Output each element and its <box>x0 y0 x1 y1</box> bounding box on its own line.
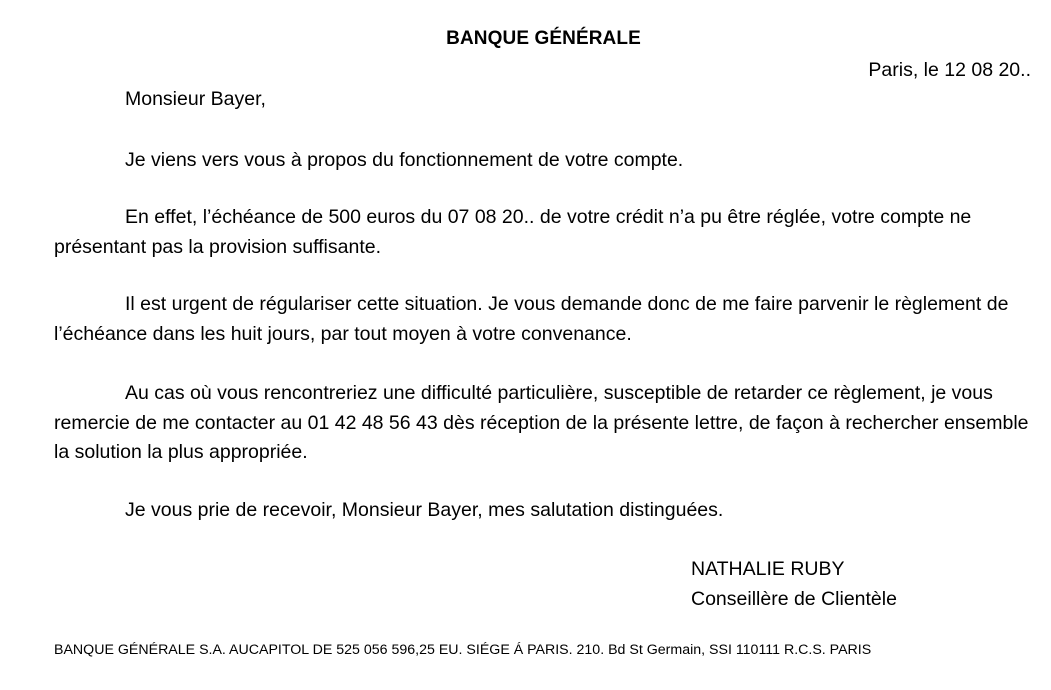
date-line: Paris, le 12 08 20.. <box>868 59 1031 81</box>
bank-name-heading: BANQUE GÉNÉRALE <box>446 28 641 49</box>
salutation: Monsieur Bayer, <box>125 88 266 110</box>
paragraph-urgent-request: Il est urgent de régulariser cette situation. Je vous demande donc de me faire parvenir le règlement de l’échéance dans les huit jours, par tout moyen à votre convenance. <box>54 293 1009 345</box>
signature-block <box>691 555 897 614</box>
signatory-role: Conseillère de Clientèle <box>691 587 897 610</box>
signatory-name: NATHALIE RUBY <box>691 558 845 580</box>
legal-footer: BANQUE GÉNÉRALE S.A. AUCAPITOL DE 525 056 596,25 EU. SIÉGE Á PARIS. 210. Bd St Germain, SSI 110111 R.C.S. PARIS <box>54 642 872 658</box>
paragraph-missed-payment: En effet, l’échéance de 500 euros du 07 08 20.. de votre crédit n’a pu être réglée, votre compte ne présentant pas la provision suffisante. <box>54 206 972 258</box>
paragraph-account-operation: Je viens vers vous à propos du fonctionnement de votre compte. <box>125 149 684 171</box>
paragraph-closing: Je vous prie de recevoir, Monsieur Bayer, mes salutation distinguées. <box>125 499 724 521</box>
paragraph-contact-info: Au cas où vous rencontreriez une difficulté particulière, susceptible de retarder ce règlement, je vous remercie de me contacter au 01 42 48 56 43 dès réception de la présente lettre, de façon à rechercher ensemble la solution la plus appropriée. <box>54 382 1029 463</box>
